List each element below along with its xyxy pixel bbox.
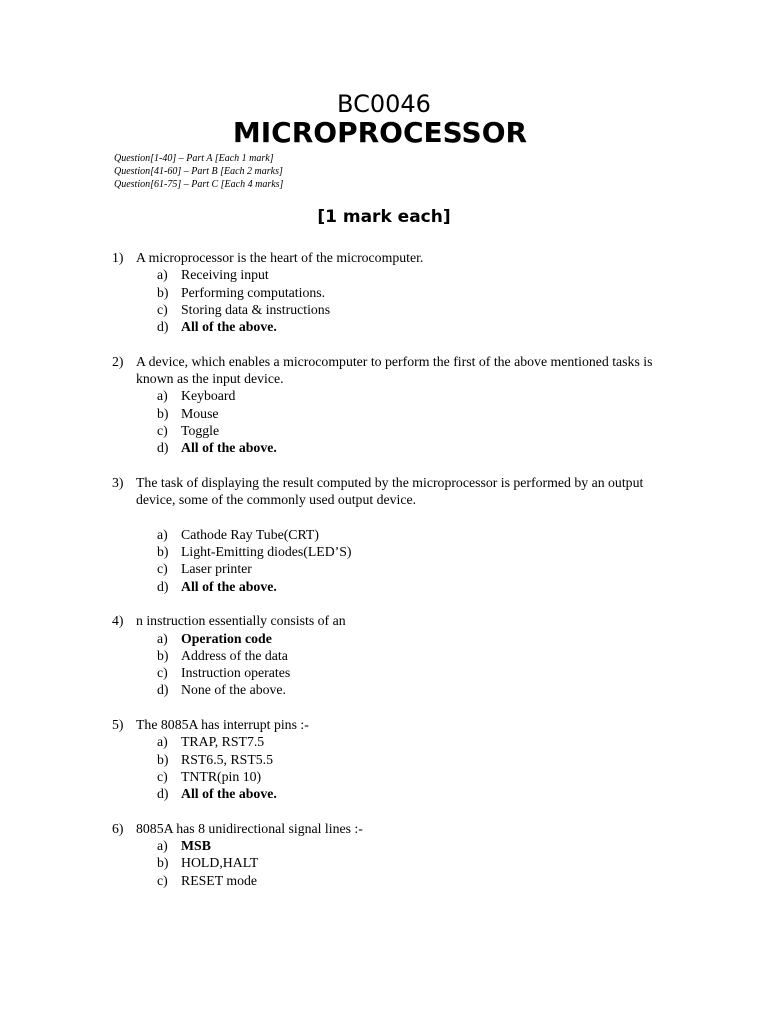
answer-option: a) Cathode Ray Tube(CRT) bbox=[157, 526, 319, 542]
question bbox=[0, 353, 768, 474]
answer-option: c) TNTR(pin 10) bbox=[157, 768, 262, 784]
answer-option: c) Laser printer bbox=[157, 561, 252, 577]
answer-option: b) Light-Emitting diodes(LED’S) bbox=[157, 544, 352, 560]
section-heading: [1 mark each] bbox=[317, 207, 451, 227]
answer-option: b) Performing computations. bbox=[157, 284, 326, 300]
document-title: MICROPROCESSOR bbox=[232, 116, 528, 149]
marking-scheme bbox=[114, 152, 283, 191]
answer-option: d) None of the above. bbox=[157, 682, 286, 698]
question-number: 6) bbox=[112, 820, 124, 836]
question-text: A device, which enables a microcomputer to perform the first of the above mentioned tasks is known as the input device. bbox=[136, 353, 653, 387]
answer-option-correct: a) MSB bbox=[157, 838, 211, 854]
question-text: The 8085A has interrupt pins :- bbox=[136, 717, 309, 733]
question bbox=[0, 474, 768, 612]
answer-option: a) TRAP, RST7.5 bbox=[157, 734, 265, 750]
question-number: 1) bbox=[112, 250, 124, 265]
answer-option: c) Toggle bbox=[157, 422, 220, 438]
answer-option: b) Address of the data bbox=[157, 647, 288, 663]
answer-option-correct: d) All of the above. bbox=[157, 786, 277, 802]
answer-option: b) RST6.5, RST5.5 bbox=[157, 751, 273, 767]
question bbox=[0, 612, 768, 716]
answer-option-correct: a) Operation code bbox=[157, 630, 272, 646]
answer-option-correct: d) All of the above. bbox=[157, 440, 277, 456]
question-number: 5) bbox=[112, 717, 124, 733]
question-text: n instruction essentially consists of an bbox=[136, 613, 346, 629]
question-list bbox=[0, 249, 768, 889]
question-number: 2) bbox=[112, 353, 124, 369]
course-code: BC0046 bbox=[337, 90, 431, 118]
answer-option: a) Keyboard bbox=[157, 388, 236, 404]
question-text: 8085A has 8 unidirectional signal lines :- bbox=[136, 820, 363, 836]
question-number: 3) bbox=[112, 474, 124, 490]
answer-option: c) Instruction operates bbox=[157, 665, 291, 681]
marking-line: Question[61-75] – Part C [Each 4 marks] bbox=[114, 179, 284, 190]
answer-option: c) Storing data & instructions bbox=[157, 301, 331, 317]
marking-line: Question[41-60] – Part B [Each 2 marks] bbox=[114, 166, 283, 177]
question-text: The task of displaying the result computed by the microprocessor is performed by an output device, some of the commonly used output device. bbox=[136, 474, 644, 508]
answer-option: b) HOLD,HALT bbox=[157, 855, 259, 871]
marking-line: Question[1-40] – Part A [Each 1 mark] bbox=[114, 153, 274, 164]
answer-option: c) RESET mode bbox=[157, 872, 258, 888]
answer-option: b) Mouse bbox=[157, 405, 219, 421]
question bbox=[0, 820, 768, 889]
question bbox=[0, 249, 768, 353]
answer-option-correct: d) All of the above. bbox=[157, 578, 277, 594]
question-number: 4) bbox=[112, 613, 124, 629]
answer-option: a) Receiving input bbox=[157, 267, 269, 283]
answer-option-correct: d) All of the above. bbox=[157, 319, 277, 335]
question-text: A microprocessor is the heart of the microcomputer. bbox=[136, 250, 424, 265]
question bbox=[0, 716, 768, 820]
